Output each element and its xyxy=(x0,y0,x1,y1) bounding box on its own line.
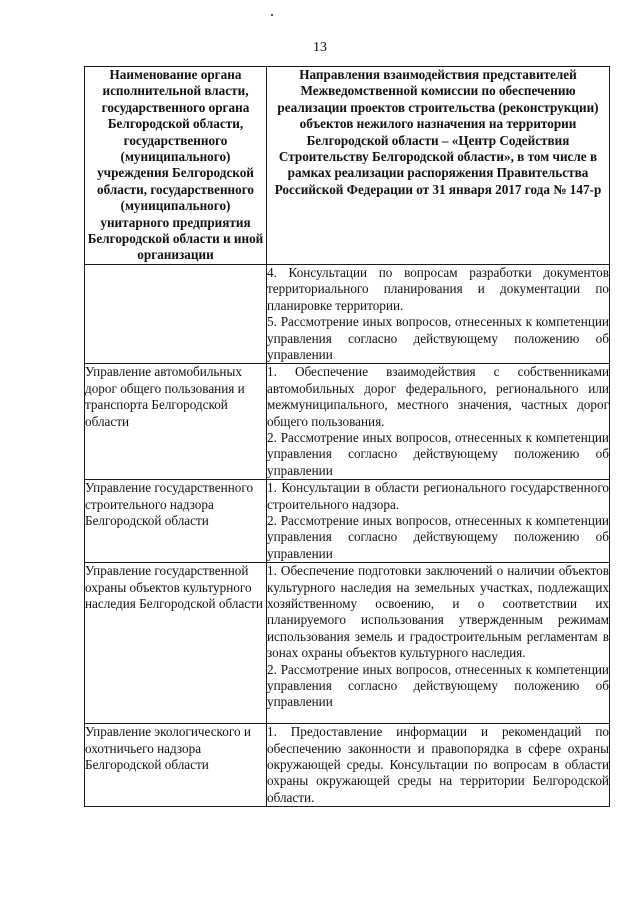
directions-cell xyxy=(267,480,610,563)
directions-cell xyxy=(267,364,610,480)
table-header-row xyxy=(85,67,610,265)
page-number: 13 xyxy=(313,40,327,55)
table-row xyxy=(85,724,610,807)
table-row xyxy=(85,480,610,563)
table-row xyxy=(85,264,610,363)
org-cell: Управление экологического и охотничьего надзора Белгородской области xyxy=(85,724,267,807)
org-cell: Управление автомобильных дорог общего пользования и транспорта Белгородской области xyxy=(85,364,267,480)
directions-cell xyxy=(267,264,610,363)
direction-item: 4. Консультации по вопросам разработки документов территориального планирования и документации по планировке территории. xyxy=(267,264,609,313)
direction-item: 1. Обеспечение взаимодействия с собственниками автомобильных дорог федерального, регионального или межмуниципального, местного значения, частных дорог общего пользования. xyxy=(267,364,609,429)
scan-speck xyxy=(271,14,273,16)
org-cell: Управление государственной охраны объектов культурного наследия Белгородской области xyxy=(85,563,267,724)
direction-item: 2. Рассмотрение иных вопросов, отнесенных к компетенции управления согласно действующему положению об управлении xyxy=(267,429,609,478)
direction-item: 1. Обеспечение подготовки заключений о наличии объектов культурного наследия на земельных участках, подлежащих хозяйственному освоению, и о соответствии их планируемого использования утвержденным режимам использования земель и градостроительным регламентам в зонах охраны объектов культурного наследия. xyxy=(267,563,609,661)
interaction-table xyxy=(84,66,610,807)
direction-item: 5. Рассмотрение иных вопросов, отнесенных к компетенции управления согласно действующему положению об управлении xyxy=(267,314,609,362)
direction-item: 1. Предоставление информации и рекомендаций по обеспечению законности и правопорядка в сфере охраны окружающей среды. Консультации по вопросам в области охраны окружающей среды на территории Белгородской области. xyxy=(267,724,609,805)
org-cell xyxy=(85,264,267,363)
table-row xyxy=(85,364,610,480)
table-row xyxy=(85,563,610,724)
direction-item: 2. Рассмотрение иных вопросов, отнесенных к компетенции управления согласно действующему положению об управлении xyxy=(267,512,609,561)
header-org-name: Наименование органа исполнительной власти, государственного органа Белгородской области, государственного (муниципального) учреждения Белгородской области, государственного (муниципального) унитарного предприятия Белгородской области и иной организации xyxy=(85,67,267,265)
header-interaction-directions: Направления взаимодействия представителей Межведомственной комиссии по обеспечению реализации проектов строительства (реконструкции) объектов нежилого назначения на территории Белгородской области – «Центр Содействия Строительству Белгородской области», в том числе в рамках реализации распоряжения Правительства Российской Федерации от 31 января 2017 года № 147-р xyxy=(267,67,610,265)
org-cell: Управление государственного строительного надзора Белгородской области xyxy=(85,480,267,563)
directions-cell xyxy=(267,563,610,724)
direction-item: 2. Рассмотрение иных вопросов, отнесенных к компетенции управления согласно действующему положению об управлении xyxy=(267,661,609,710)
direction-item: 1. Консультации в области регионального государственного строительного надзора. xyxy=(267,480,609,512)
directions-cell xyxy=(267,724,610,807)
